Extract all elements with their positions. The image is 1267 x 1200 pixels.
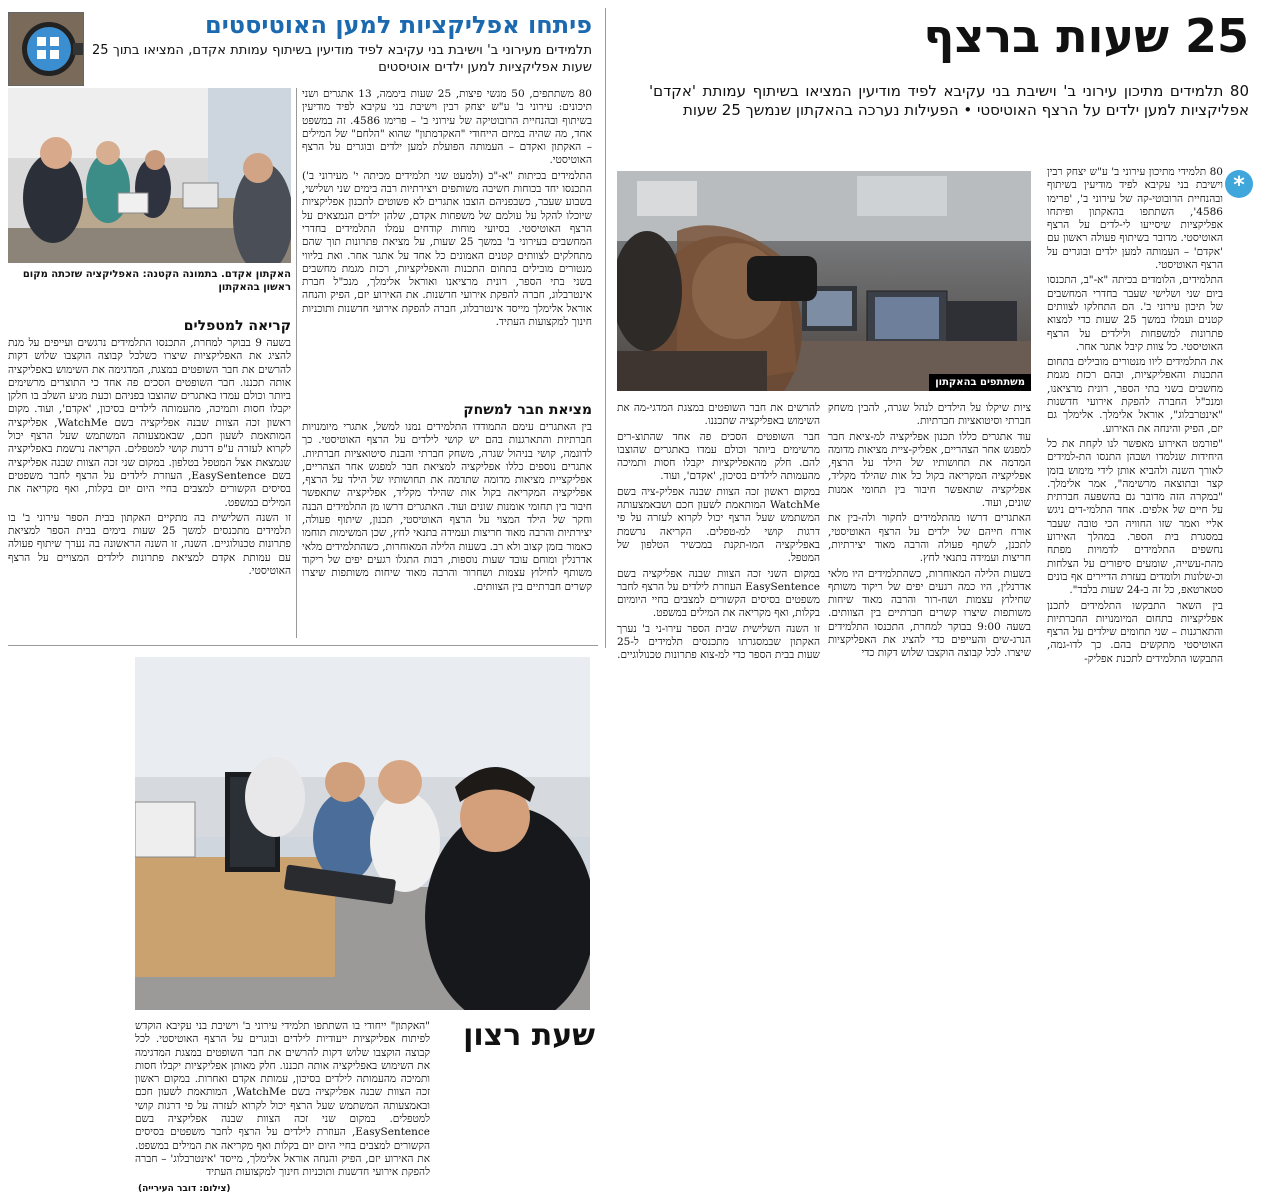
main-column-right (1047, 166, 1223, 766)
second-column-game (302, 398, 592, 638)
main-deck: 80 תלמידים מתיכון עירוני ב' וישיבת בני עקיבא לפיד מודיעין המציאו בשיתוף עמותת 'אקדם' אפליקציות למען ילדים על הרצף האוטיסטי • הפעילות נערכה בהאקתון שנמשך 25 שעות (649, 82, 1249, 119)
star-icon: * (1233, 173, 1245, 198)
subhead-find-friend: מציאת חבר למשחק (463, 402, 592, 418)
main-paragraph: "פורמט האירוע מאפשר לנו לקחת את כל היחידות שנלמדו ושבהן התנסו הת-למידים לאורך השנה ולהביא אותן לידי מימוש בזמן קצר ובתוצאה מרשימה", אמר אלימלך. "במקרה הזה מדובר גם בהשפעה חברתית על חיים של אלפים. אחד התלמי-דים ניגש אליי ואמר שזו החוויה הכי טובה שעבר במסגרת בית הספר. במהלך האירוע נחשפים התלמידים לדמויות מפתח מהת-עשייה, שומעים סיפורים על הצלחות וכ-שלונות ולומדים בעזרת הדיירים אף בונים סטארטאפ, כל זה ב-24 שעות בלבד". (1047, 437, 1223, 597)
main-paragraph: חבר השופטים הסכים פה אחד שהתוצ-רים מרשימים ביותר וכולם עמדו באתגרים שהוצבו להם. חלק מהאפליקציות יקבלו חסות ותמיכה מהעמותה לילדים בסיכון, 'אקדם', ועוד. (617, 430, 820, 483)
main-paragraph: עוד אתגרים כללו תכנון אפליקציה למ-ציאת חבר למפגש אחר הצהריים, אפליק-ציית מציאות מדומה המדמה את תחושותיו של הילד על הרצף, אפליקציה המקריאה בקול כל אות שהילד מקליד, אפליקציה שתאפשר חיבור בין תחומי אמנות שונים, ועוד. (828, 430, 1031, 510)
second-paragraph: זו השנה השלישית בה מתקיים האקתון בבית הספר עירוני ב' בו תלמידים מתכנסים למשך 25 שעות בימים בבית הספר למציאת פתרונות טכנולוגיים. השנה, זו השנה הראשונה בה נערך שיתוף פעולה עם עמותת אקדם למציאת פתרונות לילדים המצויים על הרצף האוטיסטי. (8, 511, 291, 578)
main-paragraph: התלמידים, הלומדים בכיתה "א-"ב, התכנסו ביום שני ושלישי שעבר בחדרי המחשבים של תיכון עירוני ב'. הם התחלקו לצוותים קטנים ועמלו במשך 25 שעות כדי למצוא פתרונות למשפחות ולילדים על הרצף האוטיסטי. כל צוות קיבל אתגר אחר. (1047, 274, 1223, 353)
main-paragraph: בין השאר התבקשו התלמידים לתכנן אפליקציות בתחום המיומנויות החברתיות והתארגנות – שני תחומים שילדים על הרצף האוטיסטי מתקשים בהם. כך לדו-גמה, התבקשו התלמידים לתכנת אפליק- (1047, 599, 1223, 665)
students-photo (135, 657, 590, 1010)
second-column-right (302, 88, 592, 388)
second-deck: תלמידים מעירוני ב' וישיבת בני עקיבא לפיד מודיעין בשיתוף עמותת אקדם, המציאו בתוך 25 שעות אפליקציות למען ילדים אוטיסטים (92, 43, 592, 75)
main-paragraph: ציות שיקלו על הילדים לנהל שגרה, להבין משחק חברתי וסיטואציות חברתיות. (828, 402, 1031, 428)
second-paragraph: בין האתגרים עימם התמודדו התלמידים נמנו למשל, אתגרי מיומנויות חברתיות והתארגנות בהם יש קושי לילדים על הרצף האוטיסטי. כך לדוגמה, קושי בניהול שגרה, משחק חברתי והבנת סיטואציות חברתיות. אתגרים נוספים כללו אפליקציה למציאת חבר למפגש אחר הצהריים, אפליקציית מציאות מדומה שתדמה את תחושותיו של הילד על הרצף, אפליקציה המקריאה בקול אות שהילד מקליד, אפליקציה שתאפשר חיבור בין תחומי אומנות שונים ועוד. האתגרים דרשו מן התלמידים הבנה וחקר של הילד המצוי על הרצף האוטיסטי, תכנון, שיתוף פעולה, יצירתיות והרבה מאוד חריצות ועמידה בתנאי לחץ, שכן המשימות תוחמו כאמור בזמן קצוב ולא רב. בשעות הלילה המאוחרות, כשהתלמידים מלאי אדרנלין ומוחם עובד שעות נוספות, רבות התגלו רגעים יפים של ריקוד משותף לחילוץ עצמות ושחרור והרבה מאוד שיחות משותפות שיצרו קשרים חברתיים בין הצוותים. (302, 421, 592, 593)
main-paragraph: במקום השני זכה הצוות שבנה אפליקציה בשם EasySentence העוזרת לילדים על הרצף לחבר משפטים בסיסים הקשורים למצבים בחיי היומיום בקלות, ואף מקריאה את המילים במשפט. (617, 567, 820, 620)
main-photo-caption: משתתפים בהאקתון (929, 374, 1031, 391)
hackathon-photo (8, 88, 291, 263)
main-paragraph: את התלמידים ליוו מנטורים מובילים בתחום התכנות והאפליקציות, ובהם רכזת מגמת מחשבים בשני בתי הספר, רונית מרציאנו, ומנכ"ל החברה להפקת אירועי חדשנות "אינטרבלוג", אוראל אלימלך. אלימלך גם יזם, הפיק והינחה את האירוע. (1047, 356, 1223, 435)
main-paragraph: במקום ראשון זכה הצוות שבנה אפליק-ציה בשם WatchMe המותאמת לשעון חכם ושבאמצעותה המשתמש שעל הרצף יכול לקרוא לעזרה על פי דרגות קושי למ-טפלים. הקריאה נרשמת באפליקציה המו-תקנת במכשיר הטלפון של המטפל. (617, 485, 820, 565)
classroom-vr-photo (617, 171, 1031, 391)
main-paragraph: להרשים את חבר השופטים במצגת המדגי-מה את השימוש באפליקציה שתכננו. (617, 402, 820, 428)
hackathon-room-photo (8, 88, 291, 263)
main-title: 25 שעות ברצף (923, 9, 1249, 63)
section-divider (8, 645, 598, 646)
star-badge (1225, 170, 1253, 198)
smartwatch-thumbnail (8, 12, 84, 86)
main-paragraph: זו השנה השלישית שבית הספר עירו-ני ב' נערך האקתון שבמסגרתו מתכנסים תלמידים ל-25 שעות בבית הספר כדי למ-צוא פתרונות טכנולוגיים. (617, 622, 820, 662)
third-text (135, 1020, 590, 1195)
second-paragraph: התלמידים בכיתות "א-"ב (ולמעט שני תלמידים מכיתה י' מעירוני ב') התכנסו יחד בכוחות חשיבה משותפים ויצירתיות רבה בימים שני ושלישי, בשבוע שעבר, כשבפניהם הוצבו אתגרים לא פשוטים לתכנון אפליקציות שיוכלו להקל על עולמם של משפחות אקדם, שלהן ילדים הנמצאים על הרצף האוטיסטי. בסיועי מוחות קודחים עמלו התלמידים בחדרי המחשבים בעירוני ב' במשך 25 שעות, על מציאת פתרונות תוך שהם מתחלקים לצוותים קטנים האמונים כל אחד על אתגר אחר. ואת בליווי מנטורים מובילים בתחום התכנות והאפליקציות, רכזת מגמת מחשבים בשני בתי הספר, רונית מרציאנו ואוראל אלימלך, מנכ"ל חברת אינטרבלוג, חברה להפקת אירועי חדשנות. את האירוע יזם, הפיק והנחה אוראל אלימלך מייסד אינטרבלוג, חברה להפקת אירועי חדשנות ותוכניות חינוך למקצועות העתיד. (302, 169, 592, 329)
main-paragraph: בשעות הלילה המאוחרות, כשהתלמידים היו מלאי אדרנלין, היו כמה רגעים יפים של ריקוד משותף שחילוץ עצמות ושח-רור והרבה מאוד שיחות משותפות שיצרו קשרים חברתיים בין הצוותים. בשעה 9:00 בבוקר למחרת, התכנסו התלמידים הנרג-שים והעייפים כדי להציג את האפליקציות שיצרו. לכל קבוצה הוקצבו שלוש דקות כדי (828, 567, 1031, 660)
third-title: שעת רצון (463, 1018, 595, 1053)
hackathon-photo-caption: האקתון אקדם. בתמונה הקטנה: האפליקציה שזכתה מקום ראשון בהאקתון (22, 269, 291, 293)
subhead-call-caregivers: קריאה למטפלים (183, 318, 291, 334)
smartwatch-icon (9, 13, 83, 85)
second-column-call (8, 314, 291, 644)
column-divider (296, 88, 297, 638)
main-column-middle (828, 402, 1031, 782)
main-paragraph: 80 תלמידי מתיכון עירוני ב' ע"ש יצחק רבין וישיבת בני עקיבא לפיד מודיעין בשיתוף ובהנחיית הרובוטי-קה של עירוני ב', 'פרימו 4586', השתתפו בהאקתון ופיתחו אפליקציות שיסייעו לי-לדים על הרצף האוטיסטי. מדובר בשיתוף פעולה ראשון עם 'אקדם' – העמותה למען ילדים ובוגרים על הרצף האוטיסטי. (1047, 166, 1223, 272)
students-computers-photo (135, 657, 590, 1010)
main-column-left (617, 402, 820, 782)
column-divider (605, 8, 606, 648)
second-paragraph: 80 משתתפים, 50 מגשי פיצות, 25 שעות ביממה, 13 אתגרים ושני תיכונים: עירוני ב' ע"ש יצחק רבין וישיבת בני עקיבא לפיד מודיעין בשיתוף ובהנחיית הרובוטיקה של עירוני ב' – פרימו 4586. זה במשפט אחד, מה שהיה במיזם הייחודי "האקדמתון" שהוא "הלחם" של המילים – האקתון ואקדם – העמותה הפועלת למען ילדים ובוגרים על הרצף האוטיסטי. (302, 88, 592, 167)
second-title: פיתחו אפליקציות למען האוטיסטים (205, 11, 592, 39)
main-photo (617, 171, 1031, 391)
photo-credit: (צילום: דובר העירייה) (138, 1184, 231, 1194)
main-paragraph: האתגרים דרשו מהתלמידים לחקור ולה-בין את אורח חייהם של ילדים על הרצף האוטיסטי, לתכנן, לשתף פעולה והרבה מאוד יצירתיות, חריצות ועמידה בתנאי לחץ. (828, 512, 1031, 565)
second-paragraph: בשעה 9 בבוקר למחרת, התכנסו התלמידים נרגשים ועייפים על מנת להציג את האפליקציות שיצרו כשלכל קבוצה הוקצבו שלוש דקות להרשים את חבר השופטים במצגת, המדגימה את השימוש באפליקציה אותה תכננו. חבר השופטים הסכים פה אחד כי התוצרים מרשימים ביותר וכולם עמדו באתגרים שהוצבו בפניהם וכעת מגיע השלב בו חלקן יקבלו חסות ותמיכה, מהעמותה לילדים בסיכון, 'אקדם', ועוד. מקום ראשון זכה הצוות שבנה אפליקציה בשם WatchMe, אפליקציה המותאמת לשעון חכם, שבאמצעותה המשתמש שעל הרצף יכול לקרוא לעזרה ע"פ דרגות קושי למטפלים. הקריאה נרשמת באפליקציה שנמצאת אצל המטפל בטלפון. במקום שני זכה הצוות שבנה אפליקציה בשם EasySentence, העוזרת לילדים על הרצף לחבר משפטים בסיסים הקשורים למצבים בחיי היום יום בקלות, ואף מקריאה את המילים במשפט. (8, 337, 291, 509)
third-paragraph: "האקתון" ייחודי בו השתתפו תלמידי עירוני ב' וישיבת בני עקיבא הוקדש לפיתוח אפליקציות ייעודיות לילדים ובוגרים על הרצף האוטיסטי. לכל קבוצה הוקצבו שלוש דקות להרשים את חבר השופטים במצגת המדגימה את השימוש באפליקציה אותה תכננו. חלק מאותן אפליקציות יקבלו חסות ותמיכה מהעמותה לילדים בסיכון, עמותת אקדם ואחרות. במקום ראשון זכה הצוות שבנה אפליקציה בשם WatchMe, המותאמת לשעון חכם ובאמצעותה המשתמש שעל הרצף יכול לקרוא לעזרה על פי דרגות קושי למטפלים. במקום שני זכה הצוות שבנה אפליקציה בשם EasySentence, העוזרת לילדים על הרצף לחבר משפטים בסיסים הקשורים למצבים בחיי היום יום בקלות ואף מקריאה את המילים במשפט. את האירוע יזם, הפיק והנחה אוראל אלימלך, מייסד 'אינטרבלוג' – חברה להפקת אירועי חדשנות ותוכניות חינוך למקצועות העתיד (135, 1020, 431, 1179)
